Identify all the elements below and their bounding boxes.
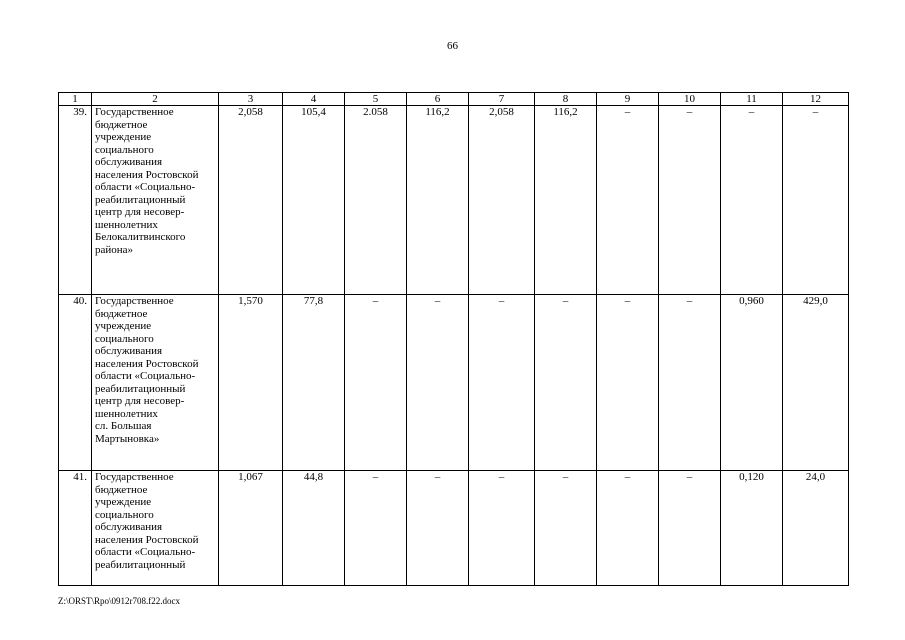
table-cell: 0,960	[721, 295, 783, 471]
institution-name: Государственное бюджетное учреждение социального обслуживания населения Ростовской области «Социально- реабилитационный центр для несовер- шеннолетних Белокалитвинского района»	[92, 106, 219, 295]
column-header: 8	[535, 93, 597, 106]
table-cell: –	[345, 295, 407, 471]
table-cell: 24,0	[783, 471, 849, 586]
column-header: 5	[345, 93, 407, 106]
table-cell: 116,2	[535, 106, 597, 295]
table-cell: 105,4	[283, 106, 345, 295]
table-cell: 1,570	[219, 295, 283, 471]
table-cell: 77,8	[283, 295, 345, 471]
table-cell: –	[659, 295, 721, 471]
table-cell: –	[597, 471, 659, 586]
table-cell: 2,058	[469, 106, 535, 295]
column-header: 3	[219, 93, 283, 106]
column-header: 11	[721, 93, 783, 106]
table-cell: –	[659, 106, 721, 295]
table-cell: 44,8	[283, 471, 345, 586]
table-cell: –	[659, 471, 721, 586]
table-cell: –	[469, 471, 535, 586]
column-header: 10	[659, 93, 721, 106]
row-number: 41.	[59, 471, 92, 586]
data-table	[58, 92, 849, 586]
page-number: 66	[447, 40, 458, 52]
table-row	[59, 106, 849, 295]
table-cell: 2.058	[345, 106, 407, 295]
institution-name: Государственное бюджетное учреждение социального обслуживания населения Ростовской области «Социально- реабилитационный центр для несовер- шеннолетних сл. Большая Мартыновка»	[92, 295, 219, 471]
table-cell: –	[783, 106, 849, 295]
institution-name: Государственное бюджетное учреждение социального обслуживания населения Ростовской области «Социально- реабилитационный	[92, 471, 219, 586]
column-header: 12	[783, 93, 849, 106]
column-header: 1	[59, 93, 92, 106]
row-number: 40.	[59, 295, 92, 471]
column-header: 2	[92, 93, 219, 106]
table-cell: 116,2	[407, 106, 469, 295]
column-header: 4	[283, 93, 345, 106]
table-header-row	[59, 93, 849, 106]
table-cell: –	[597, 295, 659, 471]
table-cell: –	[535, 471, 597, 586]
table-cell: 1,067	[219, 471, 283, 586]
table-cell: –	[345, 471, 407, 586]
table-cell: 429,0	[783, 295, 849, 471]
table-cell: –	[721, 106, 783, 295]
table-cell: 2,058	[219, 106, 283, 295]
table-cell: –	[407, 471, 469, 586]
footer-file-path: Z:\ORST\Rpo\0912r708.f22.docx	[58, 596, 180, 606]
table-row	[59, 471, 849, 586]
table-cell: –	[469, 295, 535, 471]
table-cell: 0,120	[721, 471, 783, 586]
column-header: 7	[469, 93, 535, 106]
table-cell: –	[407, 295, 469, 471]
table-row	[59, 295, 849, 471]
table-cell: –	[535, 295, 597, 471]
column-header: 6	[407, 93, 469, 106]
column-header: 9	[597, 93, 659, 106]
row-number: 39.	[59, 106, 92, 295]
table-cell: –	[597, 106, 659, 295]
